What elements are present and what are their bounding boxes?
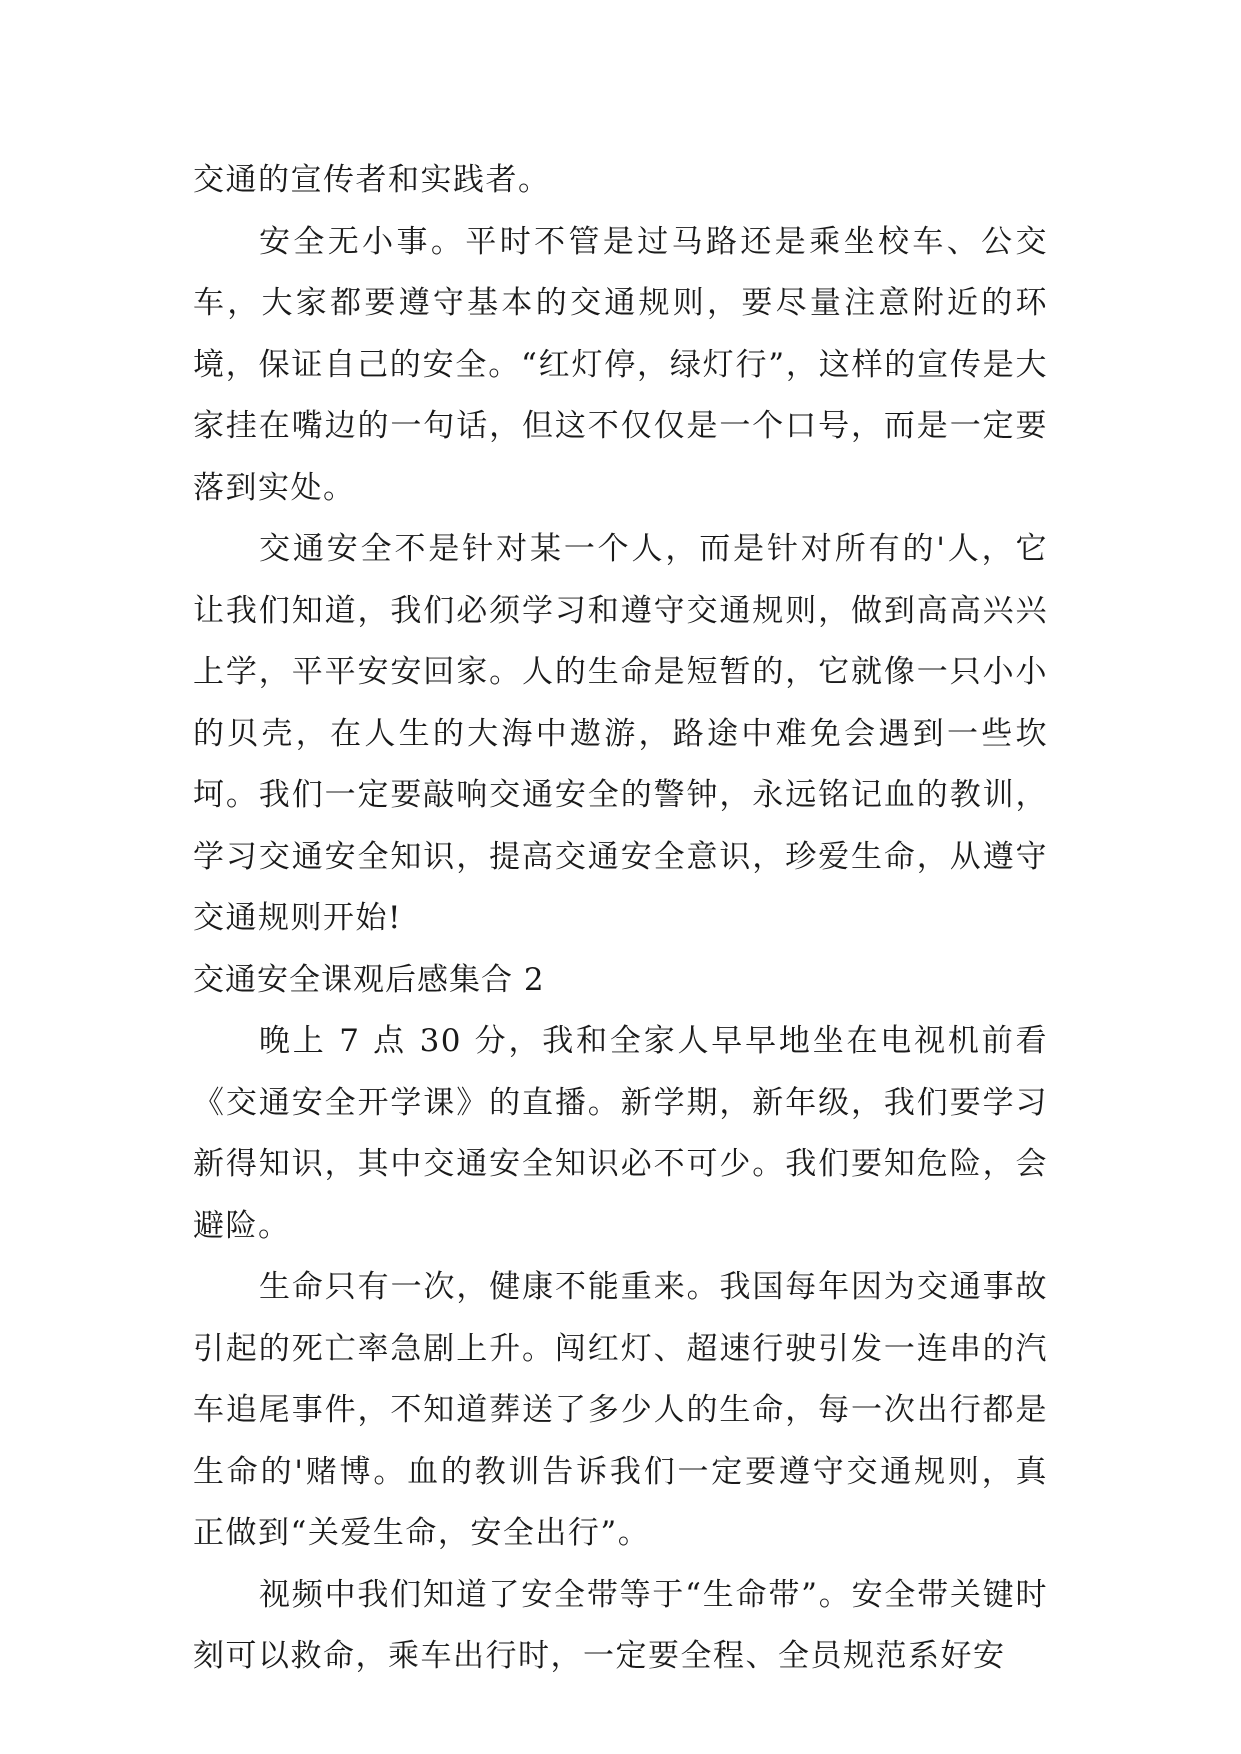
document-page: [193, 150, 1048, 1688]
paragraph-safety-no-small-matter: 安全无小事。平时不管是过马路还是乘坐校车、公交车，大家都要遵守基本的交通规则，要尽量注意附近的环境，保证自己的安全。“红灯停，绿灯行”，这样的宣传是大家挂在嘴边的一句话，但这不仅仅是一个口号，而是一定要落到实处。: [193, 223, 1048, 506]
paragraph-seatbelt: 视频中我们知道了安全带等于“生命带”。安全带关键时刻可以救命，乘车出行时，一定要全程、全员规范系好安: [193, 1576, 1048, 1674]
section-heading: 交通安全课观后感集合 2: [193, 961, 545, 998]
paragraph-continuation: 交通的宣传者和实践者。: [193, 162, 551, 198]
paragraph-life-only-once: 生命只有一次，健康不能重来。我国每年因为交通事故引起的死亡率急剧上升。闯红灯、超速行驶引发一连串的汽车追尾事件，不知道葬送了多少人的生命，每一次出行都是生命的'赌博。血的教训告诉我们一定要遵守交通规则，真正做到“关爱生命，安全出行”。: [193, 1269, 1048, 1551]
paragraph-evening-broadcast: 晚上 7 点 30 分，我和全家人早早地坐在电视机前看《交通安全开学课》的直播。新学期，新年级，我们要学习新得知识，其中交通安全知识必不可少。我们要知危险，会避险。: [193, 1023, 1048, 1244]
paragraph-traffic-safety-for-all: 交通安全不是针对某一个人，而是针对所有的'人，它让我们知道，我们必须学习和遵守交通规则，做到高高兴兴上学，平平安安回家。人的生命是短暂的，它就像一只小小的贝壳，在人生的大海中遨游，路途中难免会遇到一些坎坷。我们一定要敲响交通安全的警钟，永远铭记血的教训，学习交通安全知识，提高交通安全意识，珍爱生命，从遵守交通规则开始!: [193, 531, 1048, 936]
